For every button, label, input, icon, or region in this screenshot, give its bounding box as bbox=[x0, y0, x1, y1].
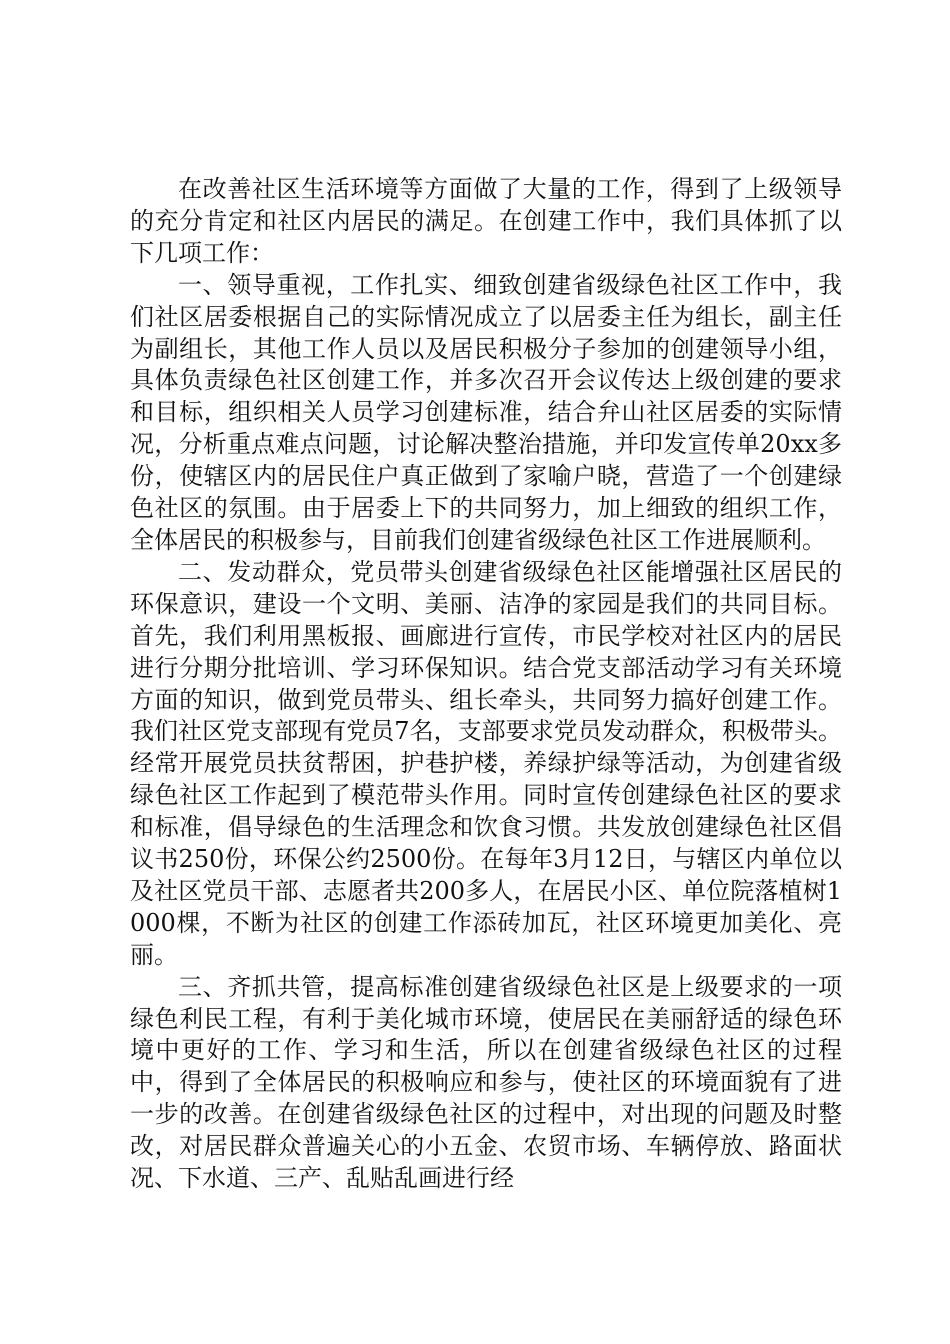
paragraph-section-3: 三、齐抓共管，提高标准创建省级绿色社区是上级要求的一项绿色利民工程，有利于美化城市环境，使居民在美丽舒适的绿色环境中更好的工作、学习和生活，所以在创建省级绿色社区的过程中，得到了全体居民的积极响应和参与，使社区的环境面貌有了进一步的改善。在创建省级绿色社区的过程中，对出现的问题及时整改，对居民群众普遍关心的小五金、农贸市场、车辆停放、路面状况、下水道、三产、乱贴乱画进行经 bbox=[130, 972, 842, 1193]
paragraph-intro: 在改善社区生活环境等方面做了大量的工作，得到了上级领导的充分肯定和社区内居民的满足。在创建工作中，我们具体抓了以下几项工作： bbox=[130, 175, 842, 267]
paragraph-section-1: 一、领导重视，工作扎实、细致创建省级绿色社区工作中，我们社区居委根据自己的实际情况成立了以居委主任为组长，副主任为副组长，其他工作人员以及居民积极分子参加的创建领导小组，具体负责绿色社区创建工作，并多次召开会议传达上级创建的要求和目标，组织相关人员学习创建标准，结合弁山社区居委的实际情况，分析重点难点问题，讨论解决整治措施，并印发宣传单20xx多份，使辖区内的居民住户真正做到了家喻户晓，营造了一个创建绿色社区的氛围。由于居委上下的共同努力，加上细致的组织工作，全体居民的积极参与，目前我们创建省级绿色社区工作进展顺利。 bbox=[130, 270, 842, 554]
document-body bbox=[130, 174, 842, 1195]
paragraph-section-2: 二、发动群众，党员带头创建省级绿色社区能增强社区居民的环保意识，建设一个文明、美丽、洁净的家园是我们的共同目标。首先，我们利用黑板报、画廊进行宣传，市民学校对社区内的居民进行分期分批培训、学习环保知识。结合党支部活动学习有关环境方面的知识，做到党员带头、组长牵头，共同努力搞好创建工作。我们社区党支部现有党员7名，支部要求党员发动群众，积极带头。经常开展党员扶贫帮困，护巷护楼，养绿护绿等活动，为创建省级绿色社区工作起到了模范带头作用。同时宣传创建绿色社区的要求和标准，倡导绿色的生活理念和饮食习惯。共发放创建绿色社区倡议书250份，环保公约2500份。在每年3月12日，与辖区内单位以及社区党员干部、志愿者共200多人，在居民小区、单位院落植树1000棵，不断为社区的创建工作添砖加瓦，社区环境更加美化、亮丽。 bbox=[130, 557, 842, 969]
